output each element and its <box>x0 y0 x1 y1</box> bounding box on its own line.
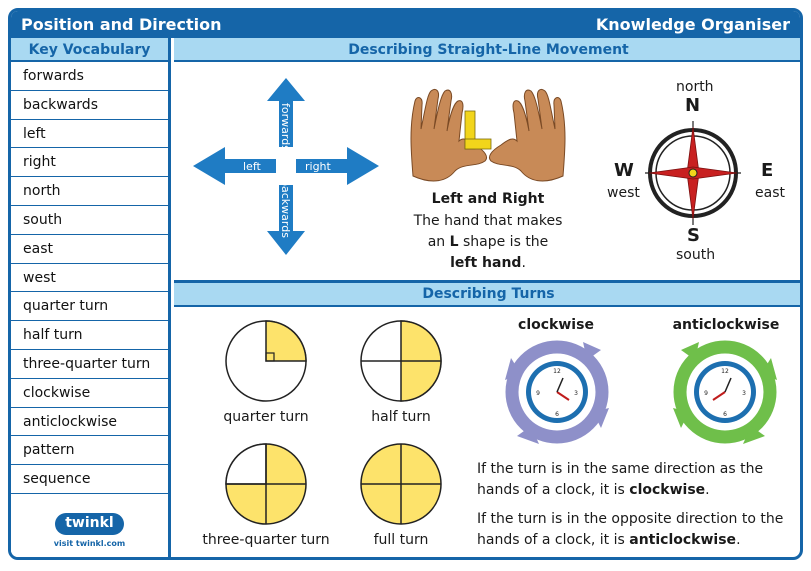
vocab-item: backwards <box>11 91 168 120</box>
line2-post: shape is the <box>462 234 549 250</box>
vocab-item: south <box>11 206 168 235</box>
three-quarter-turn-icon <box>216 439 316 529</box>
svg-text:3: 3 <box>574 390 578 397</box>
compass-icon <box>643 119 743 229</box>
arrow-label-backwards: backwards <box>279 179 292 238</box>
compass-south-word: south <box>676 247 716 263</box>
vocab-item: forwards <box>11 62 168 91</box>
vocab-item: anticlockwise <box>11 408 168 437</box>
svg-text:3: 3 <box>742 390 746 397</box>
full-turn-label: full turn <box>373 532 429 548</box>
twinkl-logo[interactable] <box>11 512 168 548</box>
vocab-item: west <box>11 264 168 293</box>
vocab-item: clockwise <box>11 379 168 408</box>
compass-north-word: north <box>676 79 714 95</box>
vocab-item: sequence <box>11 465 168 494</box>
arrow-label-right: right <box>305 160 331 173</box>
letter-l-marker <box>465 111 491 149</box>
vocab-item: three-quarter turn <box>11 350 168 379</box>
vocab-item: half turn <box>11 321 168 350</box>
compass-w-letter: W <box>614 160 634 181</box>
compass-s-letter: S <box>687 225 700 246</box>
anticlockwise-explanation-bold: anticlockwise <box>629 532 737 548</box>
vocab-item: pattern <box>11 436 168 465</box>
compass-e-letter: E <box>761 160 774 181</box>
clockwise-explanation <box>477 459 797 501</box>
line3-bold: left hand <box>450 255 522 271</box>
left-right-title: Left and Right <box>431 191 545 207</box>
page-title: Position and Direction <box>21 15 222 34</box>
direction-arrows-icon <box>191 75 381 265</box>
clockwise-clock-icon <box>501 336 613 448</box>
compass-n-letter: N <box>685 95 701 116</box>
clockwise-explanation-text: If the turn is in the same direction as the hands of a clock, it is <box>477 461 764 498</box>
half-turn-label: half turn <box>371 409 431 425</box>
anticlockwise-explanation-end: . <box>736 532 741 548</box>
anticlockwise-heading: anticlockwise <box>672 317 780 333</box>
arrow-label-forwards: forwards <box>279 103 292 151</box>
svg-text:6: 6 <box>723 411 727 418</box>
vocab-item: north <box>11 177 168 206</box>
left-right-line2 <box>393 234 583 250</box>
describing-turns-heading: Describing Turns <box>174 280 803 307</box>
knowledge-organiser <box>8 8 803 560</box>
page-subtitle: Knowledge Organiser <box>595 15 790 34</box>
half-turn-icon <box>351 316 451 406</box>
svg-text:9: 9 <box>536 390 540 397</box>
vocab-item: east <box>11 235 168 264</box>
left-right-line1: The hand that makes <box>413 213 563 229</box>
quarter-turn-label: quarter turn <box>223 409 309 425</box>
clockwise-heading: clockwise <box>518 317 594 333</box>
anticlockwise-explanation-text: If the turn is in the opposite direction to the hands of a clock, it is <box>477 511 784 548</box>
left-right-line3 <box>393 255 583 271</box>
straight-line-movement-heading: Describing Straight-Line Movement <box>174 38 803 62</box>
full-turn-icon <box>351 439 451 529</box>
anticlockwise-clock-icon <box>669 336 781 448</box>
compass-east-word: east <box>755 185 785 201</box>
clockwise-explanation-end: . <box>705 482 710 498</box>
anticlockwise-explanation <box>477 509 797 551</box>
key-vocabulary-heading: Key Vocabulary <box>11 38 168 62</box>
svg-text:12: 12 <box>553 368 561 375</box>
logo-badge: twinkl <box>55 513 124 535</box>
svg-text:9: 9 <box>704 390 708 397</box>
key-vocabulary-panel <box>11 38 171 560</box>
title-bar <box>11 11 800 38</box>
hands-icon <box>403 81 573 186</box>
compass-west-word: west <box>607 185 640 201</box>
svg-text:6: 6 <box>555 411 559 418</box>
logo-url: visit twinkl.com <box>53 539 126 548</box>
three-quarter-turn-label: three-quarter turn <box>202 532 330 548</box>
line3-post: . <box>521 255 526 271</box>
vocabulary-list <box>11 62 168 494</box>
line2-bold: L <box>449 234 459 250</box>
arrow-label-left: left <box>243 160 261 173</box>
clockwise-explanation-bold: clockwise <box>629 482 706 498</box>
vocab-item: left <box>11 120 168 149</box>
line2-pre: an <box>427 234 446 250</box>
vocab-item: right <box>11 148 168 177</box>
vocab-item: quarter turn <box>11 292 168 321</box>
quarter-turn-icon <box>216 316 316 406</box>
svg-text:12: 12 <box>721 368 729 375</box>
